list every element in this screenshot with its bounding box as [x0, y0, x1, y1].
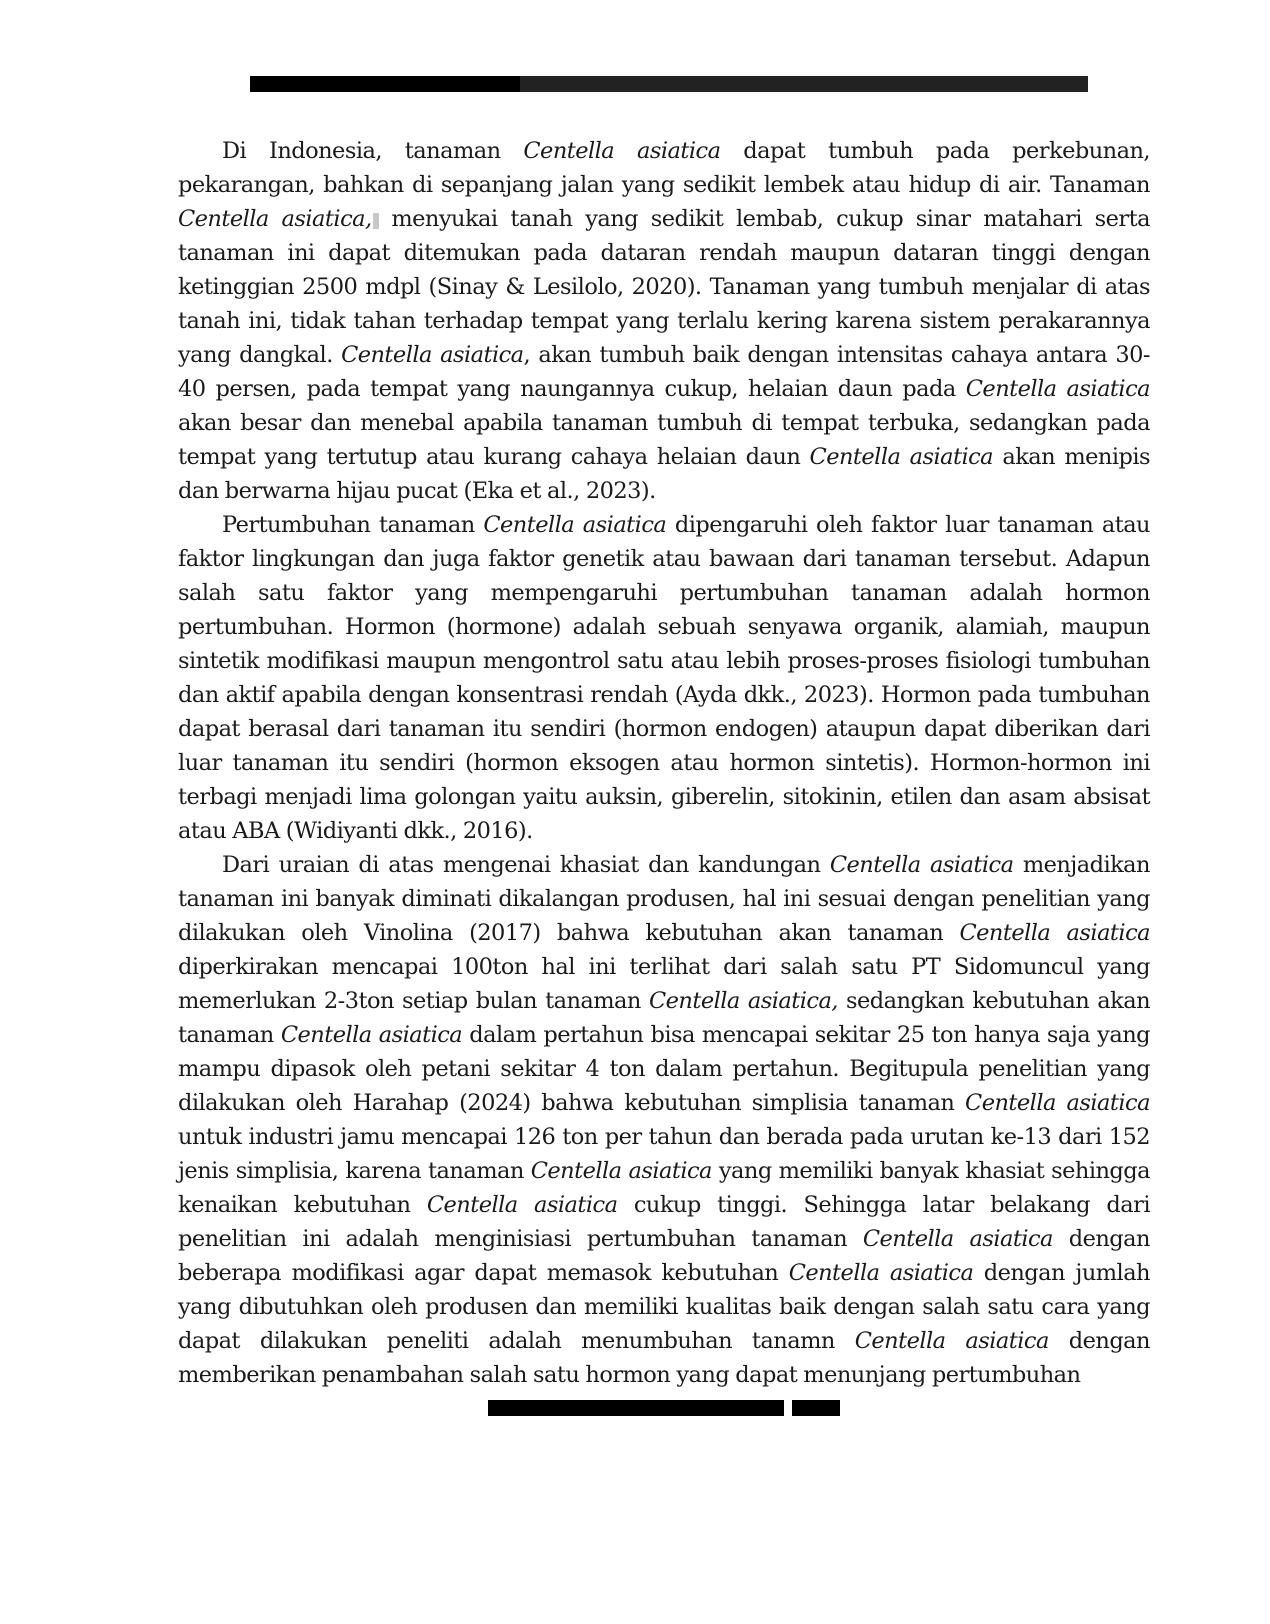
text-run: , akan tumbuh baik dengan intensitas cahaya antara 30-40 persen, pada tempat yang naungannya cukup, helaian daun pada — [178, 342, 1150, 402]
paragraph-2 — [178, 508, 1150, 848]
species-name: Centella asiatica — [862, 1226, 1053, 1252]
text-run: menjadikan tanaman ini banyak diminati dikalangan produsen, hal ini sesuai dengan penelitian yang dilakukan oleh Vinolina (2017) bahwa kebutuhan akan tanaman — [178, 852, 1150, 946]
redaction-bar — [520, 76, 1088, 92]
species-name: Centella asiatica — [788, 1260, 974, 1286]
text-run: akan besar dan menebal apabila tanaman tumbuh di tempat terbuka, sedangkan pada tempat yang tertutup atau kurang cahaya helaian daun — [178, 410, 1150, 470]
redaction-bar — [250, 76, 520, 92]
text-run: dapat tumbuh pada perkebunan, pekarangan, bahkan di sepanjang jalan yang sedikit lembek atau hidup di air. Tanaman — [178, 138, 1150, 198]
text-run: dalam pertahun bisa mencapai sekitar 25 ton hanya saja yang mampu dipasok oleh petani sekitar 4 ton dalam pertahun. Begitupula penelitian yang dilakukan oleh Harahap (2024) bahwa kebutuhan simplisia tanaman — [178, 1022, 1150, 1116]
text-run: diperkirakan mencapai 100ton hal ini terlihat dari salah satu PT Sidomuncul yang memerlukan 2-3ton setiap bulan tanaman — [178, 954, 1150, 1014]
species-name: Centella asiatica — [829, 852, 1014, 878]
species-name: Centella asiatica — [530, 1158, 712, 1184]
text-run: cukup tinggi. Sehingga latar belakang dari penelitian ini adalah menginisiasi pertumbuhan tanaman — [178, 1192, 1151, 1252]
species-name: Centella asiatica — [523, 138, 721, 164]
redaction-gap — [784, 1400, 792, 1416]
paragraph-1 — [178, 134, 1150, 508]
text-run: akan menipis dan berwarna hijau pucat (Eka et al., 2023). — [178, 444, 1150, 504]
species-name: Centella asiatica — [280, 1022, 463, 1048]
species-name: Centella asiatica — [341, 342, 524, 368]
species-name: Centella asiatica — [854, 1328, 1049, 1354]
text-run: sedangkan kebutuhan akan tanaman — [178, 988, 1151, 1048]
text-run: menyukai tanah yang sedikit lembab, cukup sinar matahari serta tanaman ini dapat ditemukan pada dataran rendah maupun dataran tinggi dengan ketinggian 2500 mdpl (Sinay & Lesilolo, 2020). Tanaman yang tumbuh menjalar di atas tanah ini, tidak tahan terhadap tempat yang terlalu kering karena sistem perakarannya yang dangkal. — [178, 206, 1150, 368]
redacted-footer — [488, 1400, 840, 1416]
text-run: untuk industri jamu mencapai 126 ton per tahun dan berada pada urutan ke-13 dari 152 jenis simplisia, karena tanaman — [178, 1124, 1150, 1184]
species-name: Centella asiatica — [965, 376, 1150, 402]
text-run: dengan beberapa modifikasi agar dapat memasok kebutuhan — [178, 1226, 1150, 1286]
species-name: Centella asiatica — [809, 444, 994, 470]
species-name: Centella asiatica — [483, 512, 667, 538]
species-name: Centella asiatica, — [648, 988, 838, 1014]
text-run: dengan memberikan penambahan salah satu hormon yang dapat menunjang pertumbuhan — [178, 1328, 1150, 1388]
redacted-header — [250, 72, 1088, 96]
text-run: yang memiliki banyak khasiat sehingga kenaikan kebutuhan — [178, 1158, 1150, 1218]
text-run: Dari uraian di atas mengenai khasiat dan kandungan — [222, 852, 830, 878]
text-run: Di Indonesia, tanaman — [222, 138, 524, 164]
document-body — [178, 134, 1150, 1392]
text-run: dengan jumlah yang dibutuhkan oleh produsen dan memiliki kualitas baik dengan salah satu cara yang dapat dilakukan peneliti adalah menumbuhan tanamn — [178, 1260, 1150, 1354]
text-run: Pertumbuhan tanaman — [222, 512, 484, 538]
text-run: dipengaruhi oleh faktor luar tanaman atau faktor lingkungan dan juga faktor genetik atau bawaan dari tanaman tersebut. Adapun salah satu faktor yang mempengaruhi pertumbuhan tanaman adalah hormon pertumbuhan. Hormon (hormone) adalah sebuah senyawa organik, alamiah, maupun sintetik modifikasi maupun mengontrol satu atau lebih proses-proses fisiologi tumbuhan dan aktif apabila dengan konsentrasi rendah (Ayda dkk., 2023). Hormon pada tumbuhan dapat berasal dari tanaman itu sendiri (hormon endogen) ataupun dapat diberikan dari luar tanaman itu sendiri (hormon eksogen atau hormon sintetis). Hormon-hormon ini terbagi menjadi lima golongan yaitu auksin, giberelin, sitokinin, etilen dan asam absisat atau ABA (Widiyanti dkk., 2016). — [178, 512, 1151, 844]
species-name: Centella asiatica — [965, 1090, 1150, 1116]
species-name: Centella asiatica — [959, 920, 1150, 946]
species-name: Centella asiatica — [426, 1192, 618, 1218]
species-name: Centella asiatica, — [178, 206, 372, 232]
paragraph-3 — [178, 848, 1150, 1392]
